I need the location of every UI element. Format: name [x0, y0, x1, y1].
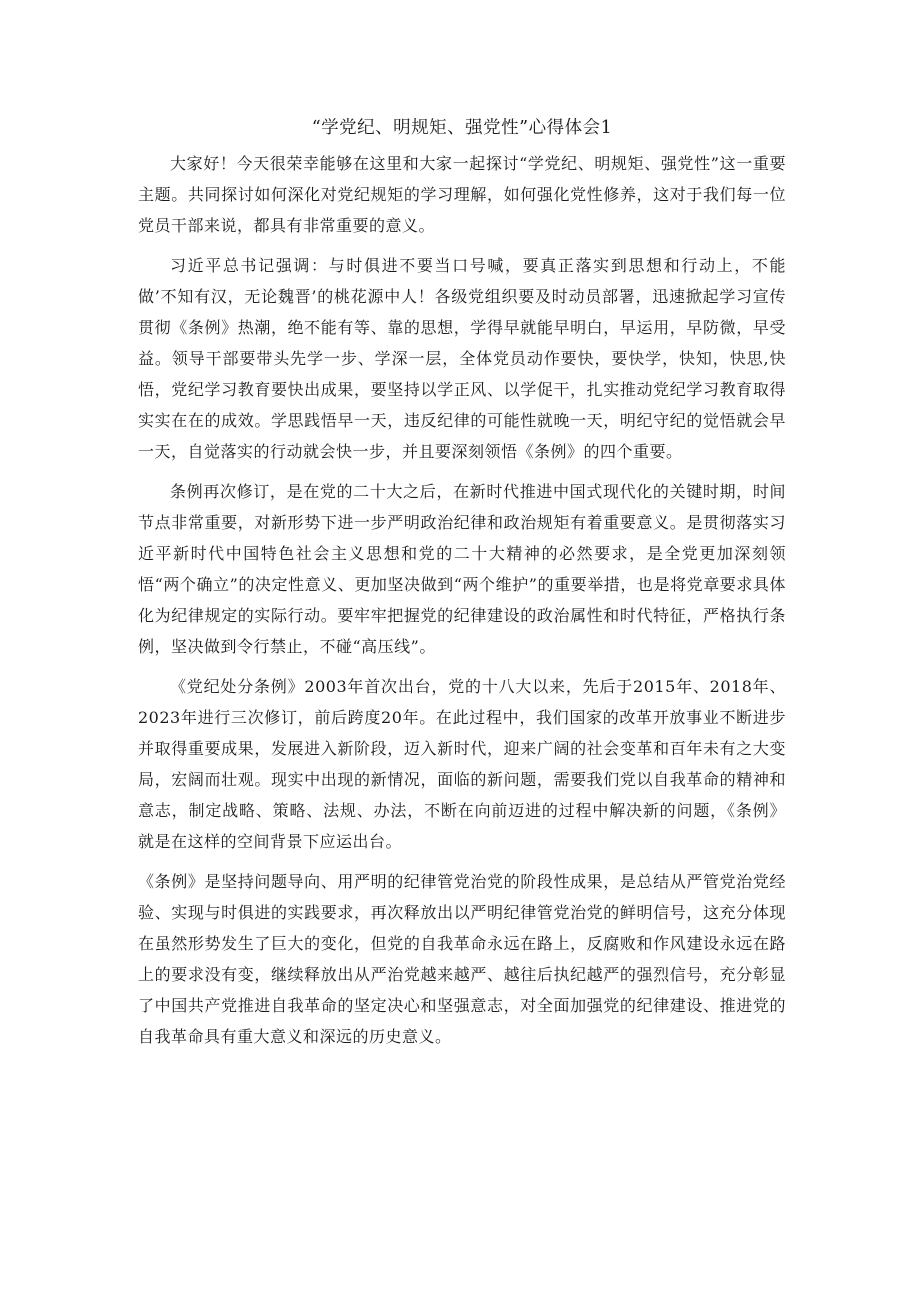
- document-page: [138, 115, 786, 1061]
- paragraph-regulation-revision: 条例再次修订，是在党的二十大之后，在新时代推进中国式现代化的关键时期，时间节点非常重要，对新形势下进一步严明政治纪律和政治规矩有着重要意义。是贯彻落实习近平新时代中国特色社会主义思想和党的二十大精神的必然要求，是全党更加深刻领悟“两个确立”的决定性意义、更加坚决做到“两个维护”的重要举措，也是将党章要求具体化为纪律规定的实际行动。要牢牢把握党的纪律建设的政治属性和时代特征，严格执行条例，坚决做到令行禁止，不碰“高压线”。: [138, 482, 786, 656]
- paragraph-regulation-significance: 《条例》是坚持问题导向、用严明的纪律管党治党的阶段性成果，是总结从严管党治党经验、实现与时俱进的实践要求，再次释放出以严明纪律管党治党的鲜明信号，这充分体现在虽然形势发生了巨大的变化，但党的自我革命永远在路上，反腐败和作风建设永远在路上的要求没有变，继续释放出从严治党越来越严、越往后执纪越严的强烈信号，充分彰显了中国共产党推进自我革命的坚定决心和坚强意志，对全面加强党的纪律建设、推进党的自我革命具有重大意义和深远的历史意义。: [138, 872, 786, 1046]
- document-title: “学党纪、明规矩、强党性”心得体会1: [311, 118, 613, 138]
- paragraph-regulation-history: 《党纪处分条例》2003年首次出台，党的十八大以来，先后于2015年、2018年、2023年进行三次修订，前后跨度20年。在此过程中，我们国家的改革开放事业不断进步并取得重要成果，发展进入新阶段，迈入新时代，迎来广阔的社会变革和百年未有之大变局，宏阔而壮观。现实中出现的新情况，面临的新问题，需要我们党以自我革命的精神和意志，制定战略、策略、法规、办法，不断在向前迈进的过程中解决新的问题，《条例》就是在这样的空间背景下应运出台。: [138, 677, 786, 851]
- paragraph-xi-emphasis: 习近平总书记强调：与时俱进不要当口号喊，要真正落实到思想和行动上，不能做’不知有汉，无论魏晋’的桃花源中人！各级党组织要及时动员部署，迅速掀起学习宣传贯彻《条例》热潮，绝不能有等、靠的思想，学得早就能早明白，早运用，早防微，早受益。领导干部要带头先学一步、学深一层，全体党员动作要快，要快学，快知，快思,快悟，党纪学习教育要快出成果，要坚持以学正风、以学促干，扎实推动党纪学习教育取得实实在在的成效。学思践悟早一天，违反纪律的可能性就晚一天，明纪守纪的觉悟就会早一天，自觉落实的行动就会快一步，并且要深刻领悟《条例》的四个重要。: [138, 256, 786, 461]
- paragraph-greeting: 大家好！今天很荣幸能够在这里和大家一起探讨“学党纪、明规矩、强党性”这一重要主题。共同探讨如何深化对党纪规矩的学习理解，如何强化党性修养，这对于我们每一位党员干部来说，都具有非常重要的意义。: [138, 154, 786, 235]
